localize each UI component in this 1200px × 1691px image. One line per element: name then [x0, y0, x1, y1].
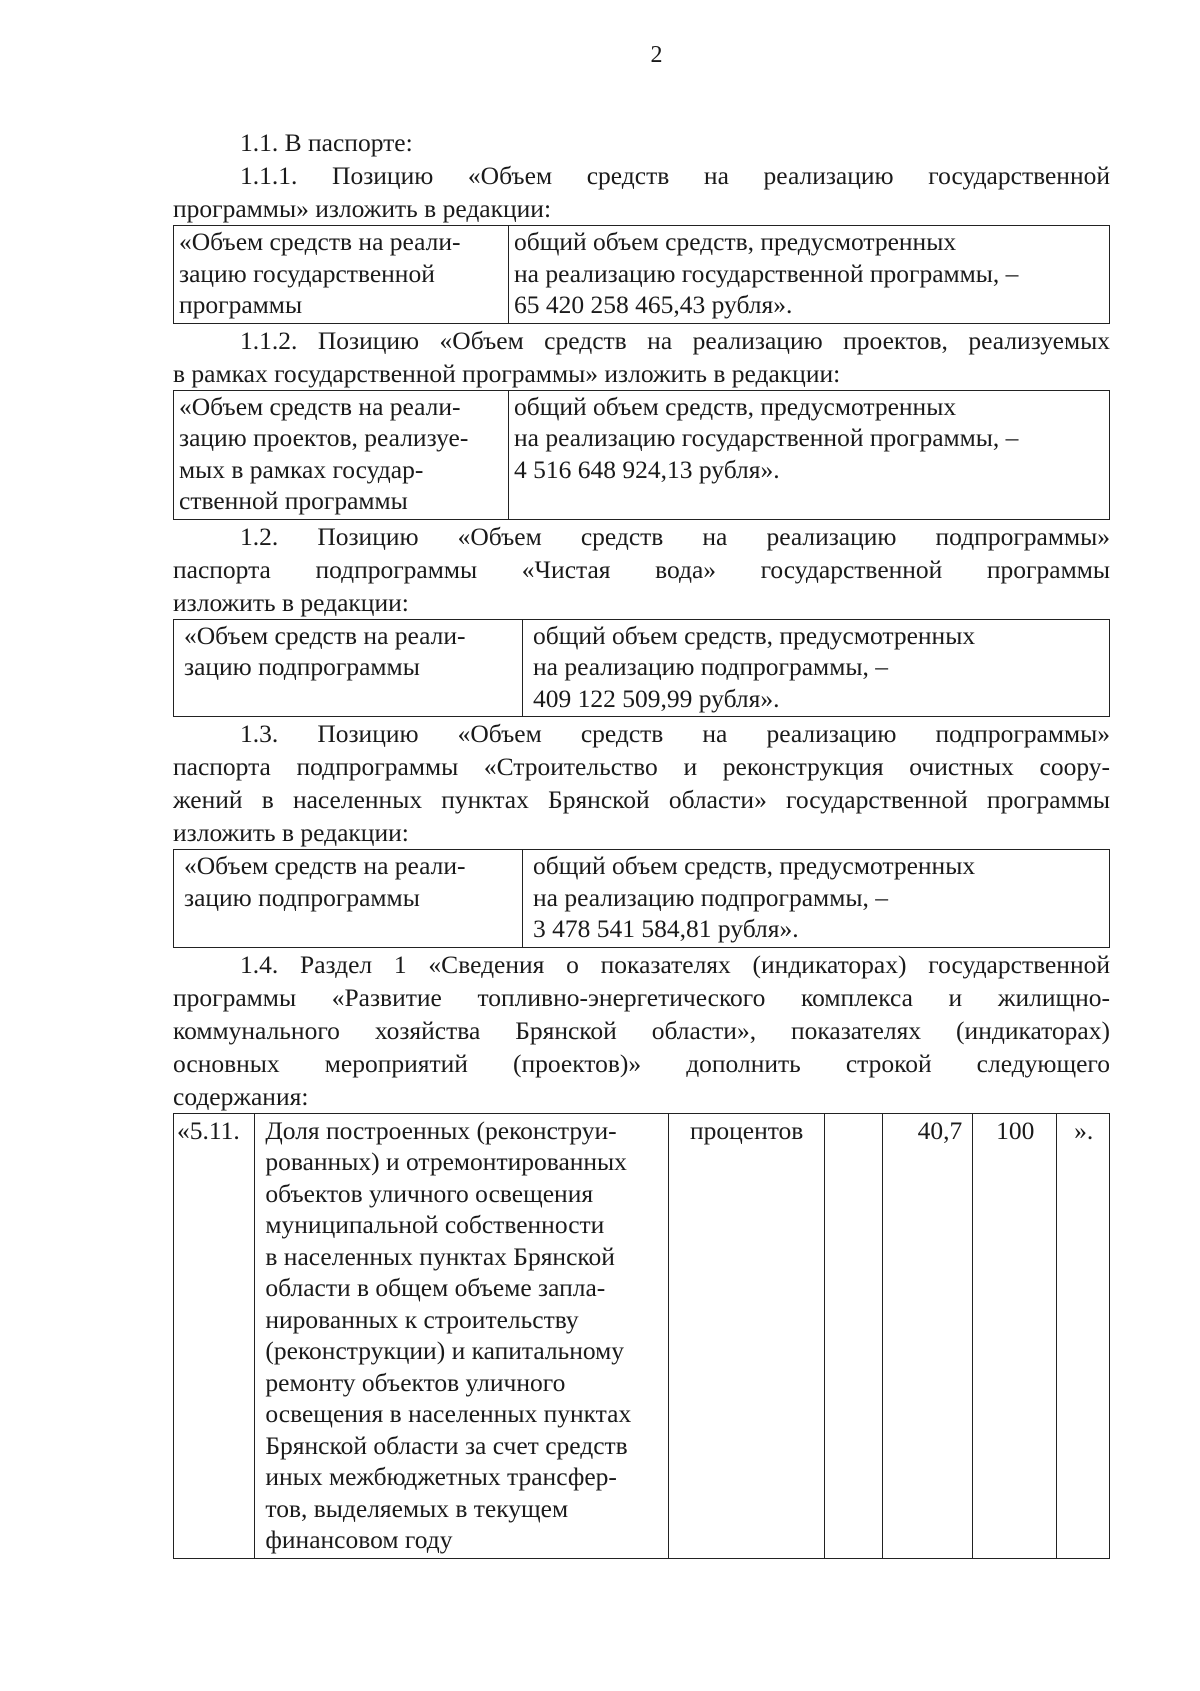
- table-cell-right: [509, 226, 1110, 324]
- cell-line: зацию подпрограммы: [184, 882, 420, 912]
- section-1-4-text-line2: программы «Развитие топливно-энергетического комплекса и жилищно-: [173, 982, 1110, 1012]
- cell-line: на реализацию подпрограммы, –: [533, 882, 888, 912]
- cell-line: «Объем средств на реали-: [179, 227, 461, 256]
- section-1-2-text-line3: изложить в редакции:: [173, 587, 409, 617]
- item-1-1-1-text-line1: 1.1.1. Позицию «Объем средств на реализацию государственной: [240, 161, 1110, 190]
- cell-line: общий объем средств, предусмотренных: [533, 851, 976, 880]
- cell-line: программы: [179, 290, 303, 319]
- item-1-1-2-text-line1: 1.1.2. Позицию «Объем средств на реализацию проектов, реализуемых: [240, 325, 1110, 355]
- cell-line: объектов уличного освещения: [265, 1178, 594, 1208]
- indicator-empty-cell: [824, 1113, 882, 1558]
- cell-line: ственной программы: [179, 486, 408, 515]
- section-1-3-text-line2: паспорта подпрограммы «Строительство и реконструкция очистных соору-: [173, 752, 1110, 781]
- cell-line: «Объем средств на реали-: [179, 391, 461, 421]
- section-1-4-text-line4: основных мероприятий (проектов)» дополнить строкой следующего: [173, 1048, 1110, 1078]
- item-1-1-2-text-line2: в рамках государственной программы» изложить в редакции:: [173, 358, 841, 388]
- section-1-4-text-line3: коммунального хозяйства Брянской области», показателях (индикаторах): [173, 1015, 1110, 1045]
- cell-line: освещения в населенных пунктах: [265, 1399, 632, 1428]
- table-row: [174, 1113, 1110, 1558]
- cell-line: на реализацию подпрограммы, –: [533, 652, 888, 681]
- cell-line: «Объем средств на реали-: [184, 620, 466, 650]
- table-row: [174, 619, 1110, 717]
- cell-line: общий объем средств, предусмотренных: [514, 391, 957, 421]
- item-1-1-1-text-line2: программы» изложить в редакции:: [173, 194, 552, 223]
- table-row: [174, 390, 1110, 519]
- cell-line: тов, выделяемых в текущем: [265, 1493, 569, 1523]
- cell-line: зацию проектов, реализуе-: [179, 423, 469, 452]
- cell-line: 65 420 258 465,43 рубля».: [514, 290, 793, 319]
- cell-line: зацию государственной: [179, 258, 435, 288]
- cell-line: 4 516 648 924,13 рубля».: [514, 454, 780, 484]
- cell-line: 409 122 509,99 рубля».: [533, 683, 780, 713]
- cell-line: мых в рамках государ-: [179, 454, 424, 484]
- table-1-1-1: [173, 225, 1110, 324]
- cell-line: на реализацию государственной программы, –: [514, 258, 1019, 288]
- cell-line: (реконструкции) и капитальному: [265, 1336, 625, 1365]
- cell-line: Брянской области за счет средств: [265, 1430, 628, 1460]
- table-1-2: [173, 619, 1110, 718]
- section-1-1-heading: 1.1. В паспорте:: [240, 128, 413, 157]
- table-1-1-2: [173, 390, 1110, 520]
- section-1-4-text-line1: 1.4. Раздел 1 «Сведения о показателях (индикаторах) государственной: [240, 949, 1110, 979]
- cell-line: 3 478 541 584,81 рубля».: [533, 914, 799, 943]
- indicator-table: [173, 1113, 1110, 1559]
- table-cell-right: [523, 619, 1110, 717]
- table-cell-left: [174, 226, 509, 324]
- table-row: [174, 226, 1110, 324]
- cell-line: Доля построенных (реконструи-: [265, 1115, 617, 1145]
- indicator-closing-quote: ».: [1057, 1113, 1110, 1558]
- table-cell-right: [523, 850, 1110, 948]
- indicator-name: [255, 1113, 668, 1558]
- table-cell-left: [174, 390, 509, 519]
- cell-line: ремонту объектов уличного: [265, 1367, 566, 1397]
- table-row: [174, 850, 1110, 948]
- cell-line: финансовом году: [265, 1525, 453, 1554]
- section-1-3-text-line3: жений в населенных пунктах Брянской области» государственной программы: [173, 785, 1110, 814]
- cell-line: на реализацию государственной программы, –: [514, 423, 1019, 452]
- cell-line: области в общем объеме запла-: [265, 1273, 606, 1302]
- indicator-value-1: 40,7: [882, 1113, 972, 1558]
- indicator-value-2: 100: [973, 1113, 1057, 1558]
- cell-line: общий объем средств, предусмотренных: [514, 227, 957, 256]
- page-number: 2: [650, 42, 663, 68]
- section-1-3-text-line4: изложить в редакции:: [173, 818, 409, 847]
- indicator-unit: процентов: [668, 1113, 824, 1558]
- section-1-2-text-line1: 1.2. Позицию «Объем средств на реализацию подпрограммы»: [240, 521, 1110, 551]
- table-cell-right: [509, 390, 1110, 519]
- table-cell-left: [174, 619, 523, 717]
- cell-line: муниципальной собственности: [265, 1210, 605, 1239]
- document-page: [173, 40, 1110, 1559]
- cell-line: нированных к строительству: [265, 1304, 579, 1334]
- cell-line: общий объем средств, предусмотренных: [533, 620, 976, 650]
- cell-line: рованных) и отремонтированных: [265, 1147, 627, 1176]
- table-1-3: [173, 849, 1110, 948]
- section-1-2-text-line2: паспорта подпрограммы «Чистая вода» государственной программы: [173, 554, 1110, 584]
- cell-line: в населенных пунктах Брянской: [265, 1241, 615, 1271]
- cell-line: зацию подпрограммы: [184, 652, 420, 681]
- indicator-number: «5.11.: [174, 1113, 255, 1558]
- cell-line: иных межбюджетных трансфер-: [265, 1462, 617, 1491]
- table-cell-left: [174, 850, 523, 948]
- cell-line: «Объем средств на реали-: [184, 851, 466, 880]
- section-1-4-text-line5: содержания:: [173, 1081, 309, 1111]
- section-1-3-text-line1: 1.3. Позицию «Объем средств на реализацию подпрограммы»: [240, 719, 1110, 748]
